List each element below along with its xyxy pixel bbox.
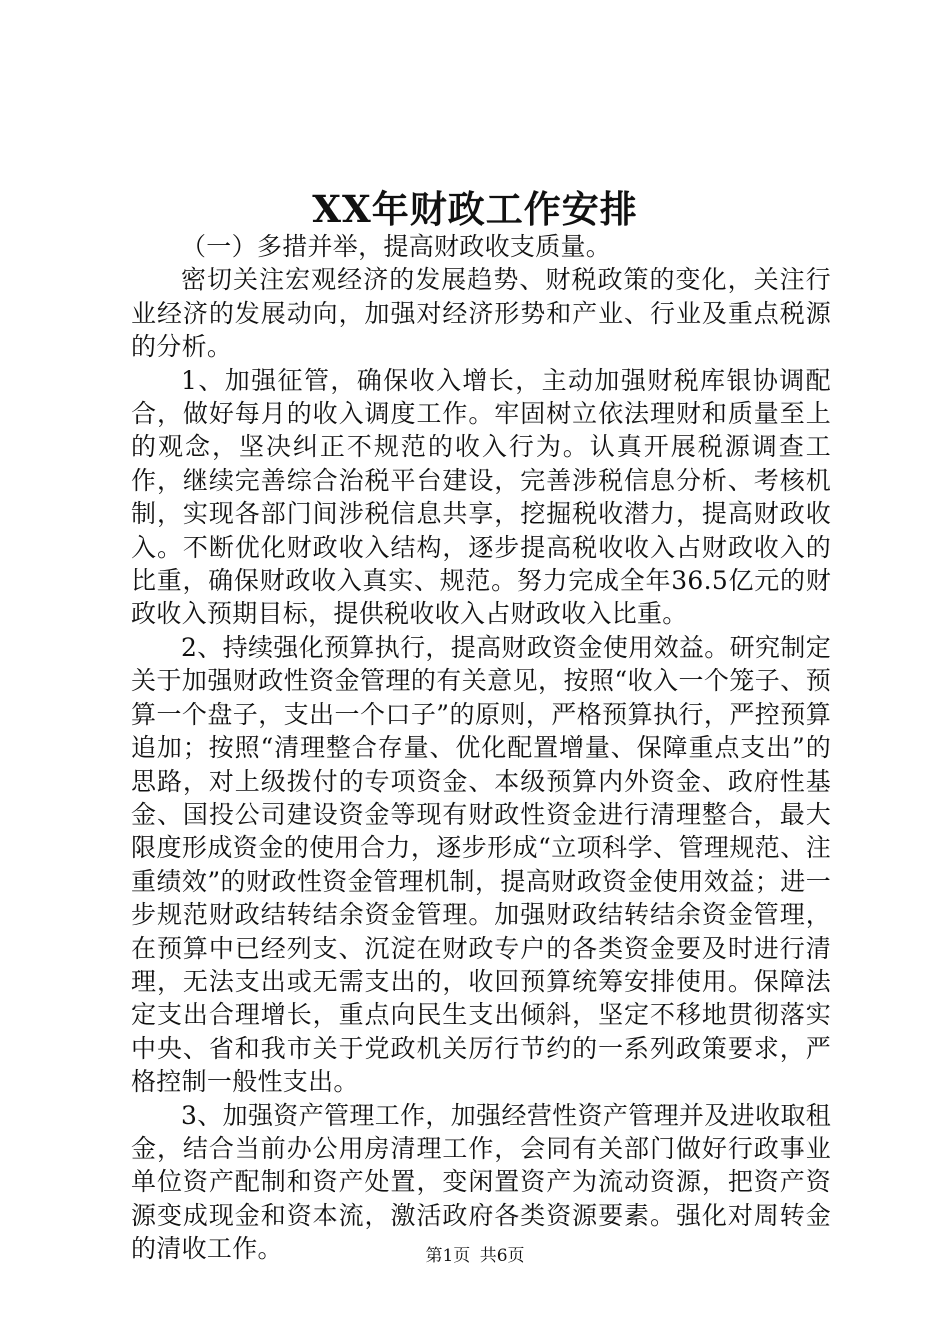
page-total: 共6页 [479, 1246, 525, 1266]
body-paragraph: 3、加强资产管理工作，加强经营性资产管理并及进收取租金，结合当前办公用房清理工作，会同有关部门做好行政事业单位资产配制和资产处置，变闲置资产为流动资源，把资产资源变成现金和资本流，激活政府各类资源要素。强化对周转金的清收工作。 [131, 1100, 831, 1264]
document-body [131, 230, 831, 1266]
body-paragraph: 密切关注宏观经济的发展趋势、财税政策的变化，关注行业经济的发展动向，加强对经济形势和产业、行业及重点税源的分析。 [131, 265, 831, 362]
page-number: 第1页 [425, 1246, 471, 1266]
document-title: XX年财政工作安排 [312, 187, 638, 231]
body-paragraph: 1、加强征管，确保收入增长，主动加强财税库银协调配合，做好每月的收入调度工作。牢固树立依法理财和质量至上的观念，坚决纠正不规范的收入行为。认真开展税源调查工作，继续完善综合治税平台建设，完善涉税信息分析、考核机制，实现各部门间涉税信息共享，挖掘税收潜力，提高财政收入。不断优化财政收入结构，逐步提高税收收入占财政收入的比重，确保财政收入真实、规范。努力完成全年36.5亿元的财政收入预期目标，提供税收收入占财政收入比重。 [131, 365, 831, 629]
page-footer [0, 1244, 950, 1268]
section-heading: （一）多措并举，提高财政收支质量。 [181, 232, 612, 261]
body-paragraph: 2、持续强化预算执行，提高财政资金使用效益。研究制定关于加强财政性资金管理的有关意见，按照“收入一个笼子、预算一个盘子，支出一个口子”的原则，严格预算执行，严控预算追加；按照“清理整合存量、优化配置增量、保障重点支出”的思路，对上级拨付的专项资金、本级预算内外资金、政府性基金、国投公司建设资金等现有财政性资金进行清理整合，最大限度形成资金的使用合力，逐步形成“立项科学、管理规范、注重绩效”的财政性资金管理机制，提高财政资金使用效益；进一步规范财政结转结余资金管理。加强财政结转结余资金管理，在预算中已经列支、沉淀在财政专户的各类资金要及时进行清理，无法支出或无需支出的，收回预算统筹安排使用。保障法定支出合理增长，重点向民生支出倾斜，坚定不移地贯彻落实中央、省和我市关于党政机关厉行节约的一系列政策要求，严格控制一般性支出。 [131, 632, 831, 1097]
